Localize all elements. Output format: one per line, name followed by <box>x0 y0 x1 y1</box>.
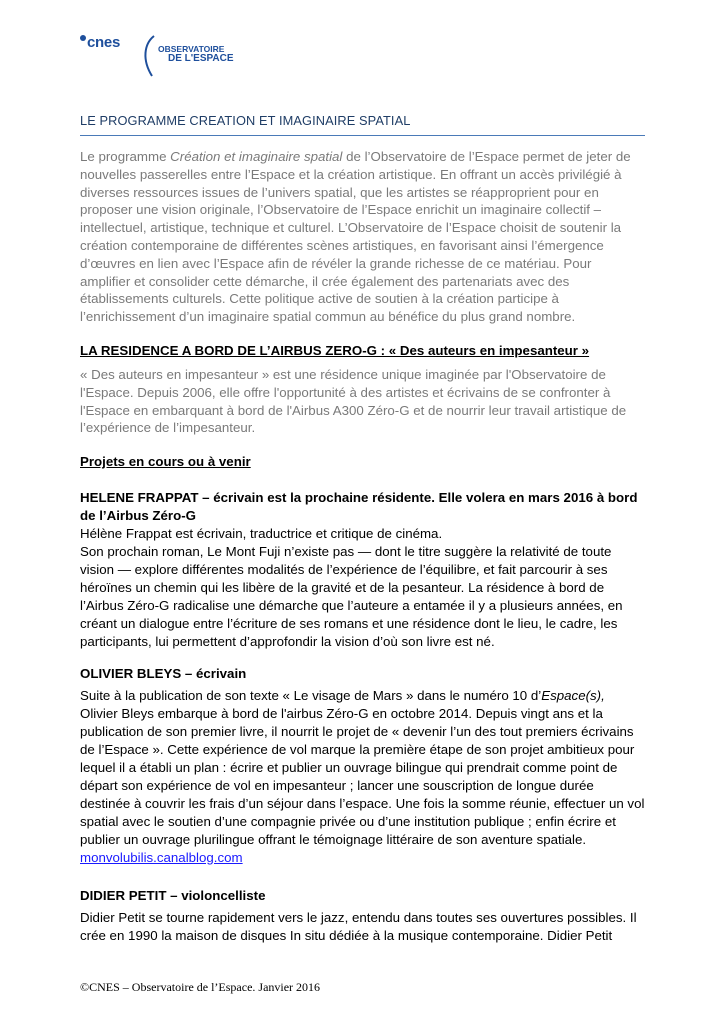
petit-paragraph: Didier Petit se tourne rapidement vers le jazz, entendu dans toutes ses ouvertures possibles. Il crée en 1990 la maison de disques In situ dédiée à la musique contemporaine. Didier Petit <box>80 910 637 944</box>
bleys-title: OLIVIER BLEYS – écrivain <box>80 666 247 682</box>
projects-heading: Projets en cours ou à venir <box>80 454 251 470</box>
document-body <box>80 112 645 945</box>
residence-heading: LA RESIDENCE A BORD DE L’AIRBUS ZERO-G : « Des auteurs en impesanteur » <box>80 342 590 358</box>
program-title: LE PROGRAMME CREATION ET IMAGINAIRE SPATIAL <box>80 112 645 136</box>
cnes-logo <box>80 32 240 80</box>
cnes-dot-icon <box>80 35 86 41</box>
logo-line1: OBSERVATOIRE <box>158 44 225 54</box>
frappat-title: HELENE FRAPPAT – écrivain est la prochaine résidente. Elle volera en mars 2016 à bord de l’Airbus Zéro-G <box>80 490 638 524</box>
bleys-paragraph: Suite à la publication de son texte « Le visage de Mars » dans le numéro 10 d’Espace(s), Olivier Bleys embarque à bord de l'airbus Zéro-G en octobre 2014. Depuis vingt ans et la publication de son premier livre, il nourrit le projet de « devenir l’un des tout premiers écrivains de l’Espace ». Cette expérience de vol marque la première étape de son projet ambitieux pour lequel il a établi un plan : écrire et publier un ouvrage bilingue qui prendrait comme point de départ son expérience de vol en impesanteur ; lancer une souscription de longue durée destinée à couvrir les frais d’un séjour dans l’espace. Une fois la somme réunie, effectuer un vol spatial avec le soutien d’une compagnie privée ou d’une institution publique ; enfin écrire et publier un ouvrage plurilingue offrant le témoignage littéraire de son aventure spatiale. monvolubilis.canalblog.com <box>80 688 645 866</box>
frappat-intro: Hélène Frappat est écrivain, traductrice et critique de cinéma. <box>80 526 443 542</box>
bleys-blog-link[interactable]: monvolubilis.canalblog.com <box>80 850 243 866</box>
cnes-wordmark: cnes <box>80 34 120 51</box>
logo-line2: DE L'ESPACE <box>168 53 234 64</box>
intro-paragraph: Le programme Création et imaginaire spatial de l’Observatoire de l’Espace permet de jeter de nouvelles passerelles entre l’Espace et la création artistique. En offrant un accès privilégié à diverses ressources issues de l’univers spatial, que les artistes se réapproprient pour en proposer une vision originale, l’Observatoire de l’Espace enrichit un imaginaire collectif – intellectuel, artistique, technique et culturel. L’Observatoire de l’Espace choisit de soutenir la création contemporaine de différentes scènes artistiques, en favorisant ainsi l’émergence d’œuvres en lien avec l’Espace afin de révéler la grande richesse de ce matériau. Pour amplifier et consolider cette démarche, il crée également des partenariats avec des établissements culturels. Cette politique active de soutien à la création participe à l’enrichissement d’un imaginaire spatial commun au bénéfice du plus grand nombre. <box>80 149 631 325</box>
petit-title: DIDIER PETIT – violoncelliste <box>80 888 266 904</box>
page-footer: ©CNES – Observatoire de l’Espace. Janvier 2016 <box>80 980 321 994</box>
frappat-paragraph: Son prochain roman, Le Mont Fuji n’existe pas — dont le titre suggère la relativité de toute vision — explore différentes modalités de l’expérience de l’équilibre, et fait parcourir à ses héroïnes un chemin qui les libère de la gravité et de la pesanteur. La résidence à bord de l’Airbus Zéro-G radicalise une démarche que l’auteure a entamée il y a plusieurs années, en créant un dialogue entre l’écriture de ses romans et une résidence dont le lieu, le cadre, les participants, lui permettent d’approfondir la vision d’où son livre est né. <box>80 544 623 650</box>
residence-paragraph: « Des auteurs en impesanteur » est une résidence unique imaginée par l'Observatoire de l'Espace. Depuis 2006, elle offre l'opportunité à des artistes et écrivains de se confronter à l'Espace en embarquant à bord de l'Airbus A300 Zéro-G et de nourrir leur travail artistique de l’expérience de l’impesanteur. <box>80 366 627 436</box>
observatoire-wordmark <box>158 44 234 64</box>
swoosh-icon <box>140 34 160 78</box>
